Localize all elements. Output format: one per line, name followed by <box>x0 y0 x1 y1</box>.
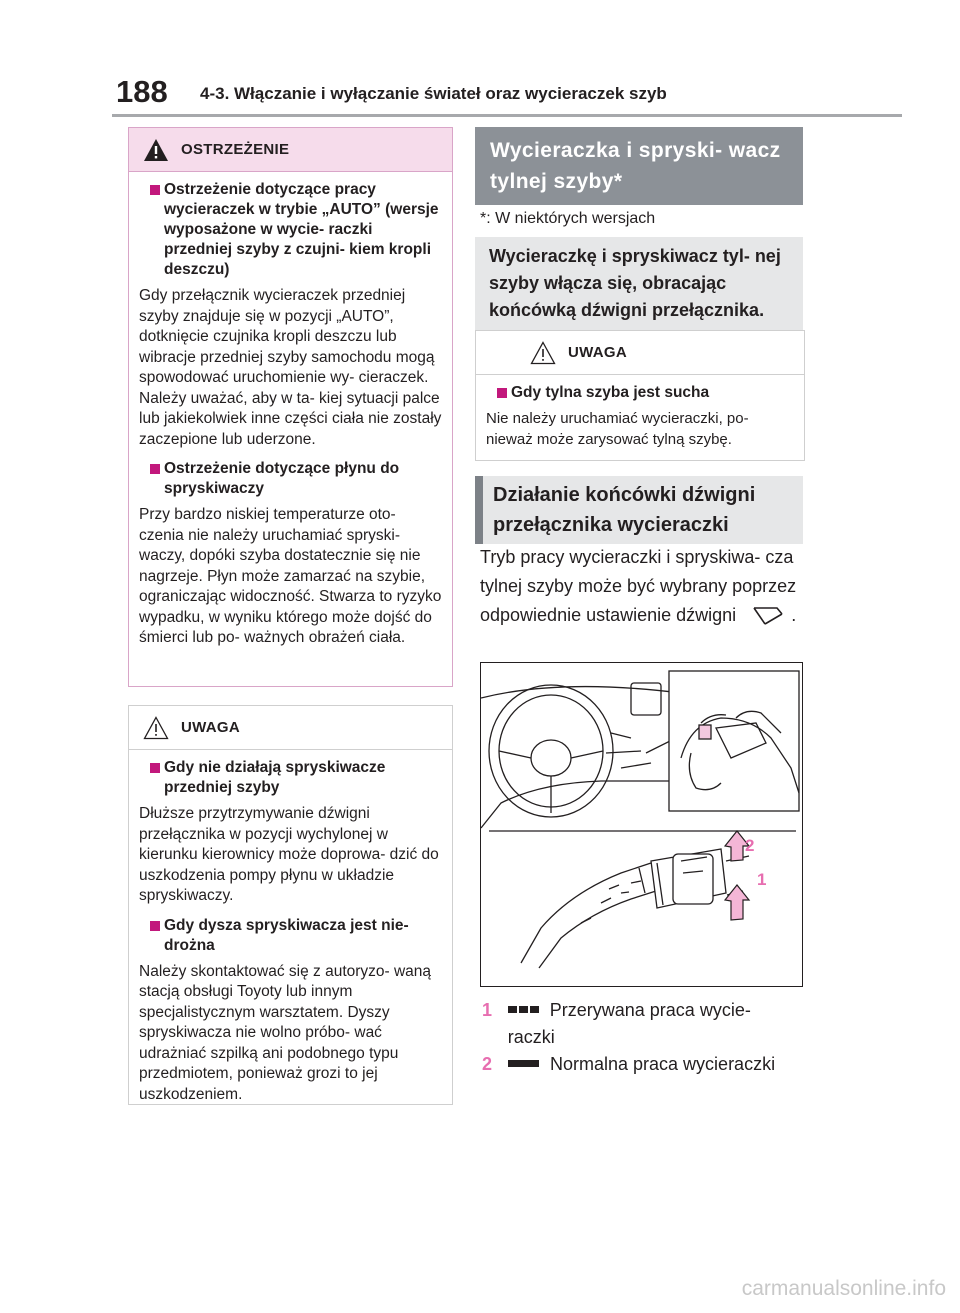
header-rule <box>112 114 902 117</box>
warning-subheading: Ostrzeżenie dotyczące pracy wycieraczek w trybie „AUTO” (wersje wyposażone w wycie- raczki przedniej szyby z czujni- kiem kropli deszczu) <box>139 180 442 280</box>
warning-subheading: Ostrzeżenie dotyczące płynu do spryskiwaczy <box>139 459 442 499</box>
body-text-main: Tryb pracy wycieraczki i spryskiwa- cza tylnej szyby może być wybrany poprzez odpowiednie ustawienie dźwigni <box>480 547 797 625</box>
wiper-lever-icon <box>751 605 785 627</box>
item-number: 1 <box>482 1000 493 1020</box>
lever-illustration <box>480 662 803 987</box>
warning-triangle-icon <box>143 138 169 162</box>
normal-indicator-icon <box>508 1060 540 1068</box>
caution-text: Dłuższe przytrzymywanie dźwigni przełącznika w pozycji wychylonej w kierunku kierownicy może doprowa- dzić do uszkodzenia pompy płynu w układzie spryskiwaczy. <box>139 805 439 904</box>
page-number: 188 <box>116 74 168 109</box>
caution-header <box>129 706 452 750</box>
list-item <box>480 997 800 1051</box>
caution-label: UWAGA <box>568 344 627 361</box>
body-text <box>480 543 810 630</box>
warning-label: OSTRZEŻENIE <box>181 141 290 158</box>
item-text: Przerywana praca wycie- raczki <box>507 1000 751 1047</box>
caution-label: UWAGA <box>181 719 240 736</box>
caution-subheading: Gdy tylna szyba jest sucha <box>486 383 794 403</box>
subsection-title: Działanie końcówki dźwigni przełącznika wycieraczki <box>475 476 803 544</box>
body-text-end: . <box>791 605 797 625</box>
warning-header <box>129 128 452 172</box>
figure-drawing <box>481 663 803 987</box>
watermark: carmanualsonline.info <box>741 1277 946 1300</box>
item-number: 2 <box>482 1054 493 1074</box>
caution-box <box>128 705 453 1105</box>
item-text: Normalna praca wycieraczki <box>550 1054 776 1074</box>
caution-text: Należy skontaktować się z autoryzo- waną stacją obsługi Toyoty lub innym specjalistycznym warsztatem. Dyszy spryskiwacza nie wolno próbo- wać udrażniać szpilką ani podobnego typu przedmiotem, ponieważ grozi to jej uszkodzeniem. <box>139 962 432 1103</box>
caution-subheading: Gdy nie działają spryskiwacze przedniej szyby <box>139 758 442 798</box>
warning-text: Przy bardzo niskiej temperaturze oto- czenia nie należy uruchamiać spryski- waczy, dopóki szyba dostatecznie się nie nagrzeje. Płyn może zamarzać na szybie, ograniczając widoczność. Stwarza to ryzyko wypadku, w wyniku którego może dojść do śmierci lub po- ważnych obrażeń ciała. <box>139 506 442 646</box>
caution-header <box>476 331 804 375</box>
warning-box <box>128 127 453 687</box>
footnote: *: W niektórych wersjach <box>480 210 656 227</box>
section-title: Wycieraczka i spryski- wacz tylnej szyby* <box>475 127 803 205</box>
caution-triangle-icon <box>143 716 169 740</box>
arrow-label-2: 2 <box>745 836 755 855</box>
chapter-title: 4-3. Włączanie i wyłączanie świateł oraz wycieraczek szyb <box>200 84 667 103</box>
arrow-label-1: 1 <box>757 870 767 889</box>
intermittent-indicator-icon <box>508 1006 540 1014</box>
rear-caution-box <box>475 330 805 461</box>
lead-text: Wycieraczkę i spryskiwacz tyl- nej szyby włącza się, obracając końcówką dźwigni przełącznika. <box>475 237 803 330</box>
warning-text: Gdy przełącznik wycieraczek przedniej szyby znajduje się w pozycji „AUTO”, dotknięcie czujnika kropli deszczu lub wibracje przedniej szyby samochodu mogą spowodować uruchomienie wy- cieraczek. Należy uważać, aby w ta- kiej sytuacji palce lub jakiekolwiek inne części ciała nie zostały zaczepione lub uderzone. <box>139 287 442 448</box>
list-item <box>480 1051 800 1078</box>
caution-text: Nie należy uruchamiać wycieraczki, po- nieważ może zarysować tylną szybę. <box>486 410 749 448</box>
caution-subheading: Gdy dysza spryskiwacza jest nie- drożna <box>139 916 442 956</box>
caution-triangle-icon <box>530 341 556 365</box>
